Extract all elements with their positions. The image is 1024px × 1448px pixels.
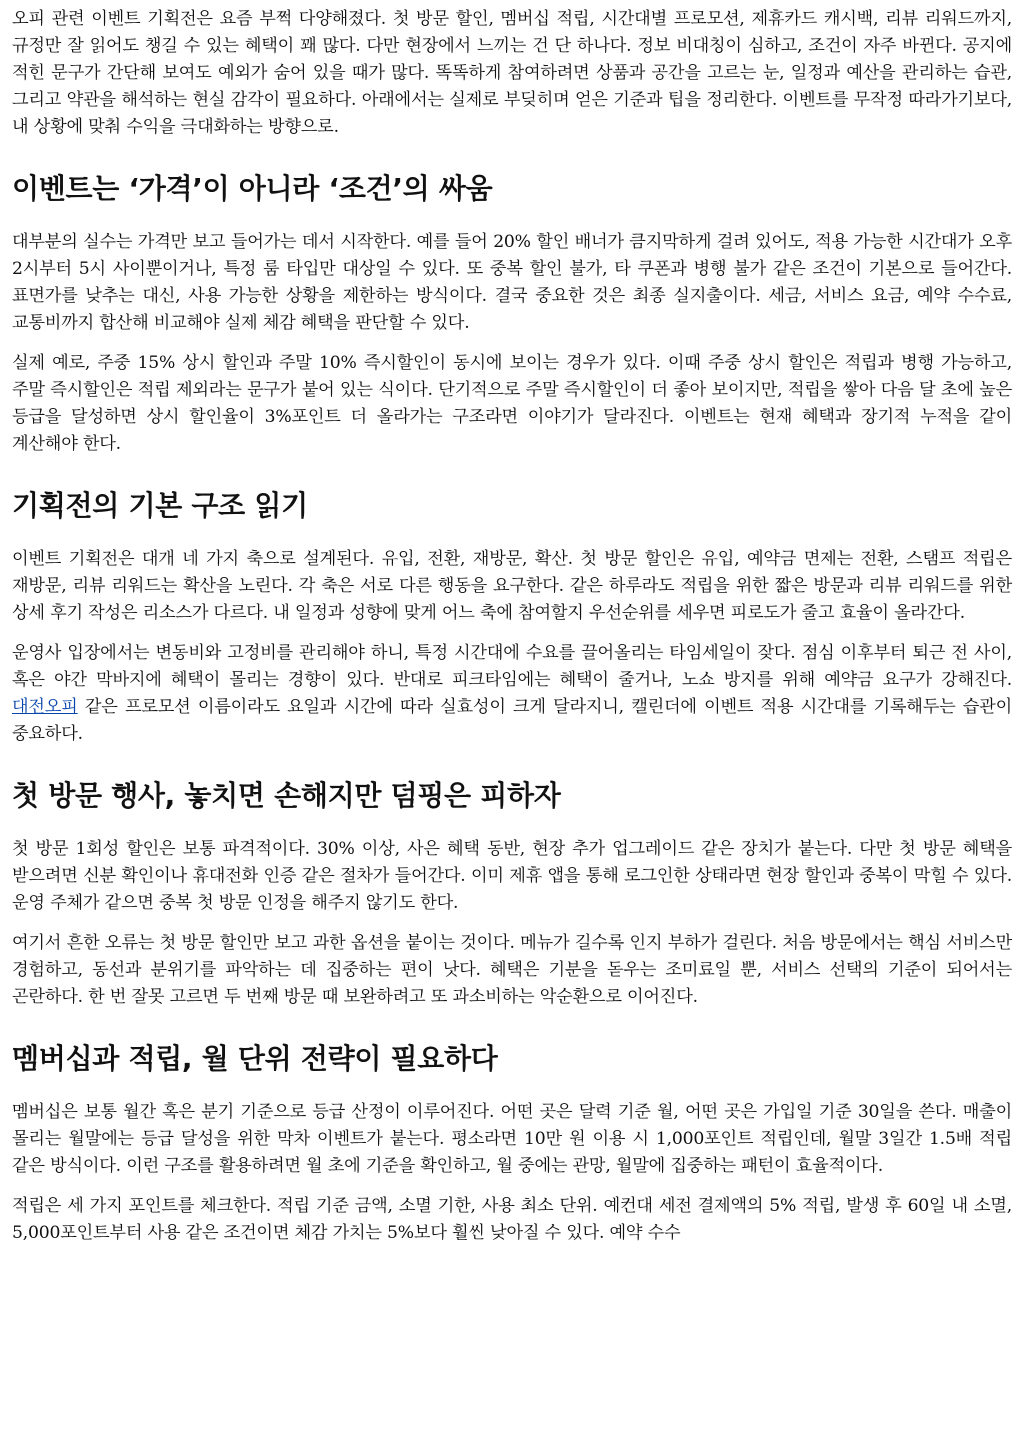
body-paragraph: 여기서 흔한 오류는 첫 방문 할인만 보고 과한 옵션을 붙이는 것이다. 메뉴가 길수록 인지 부하가 걸린다. 처음 방문에서는 핵심 서비스만 경험하고, 동선과 분위기를 파악하는 데 집중하는 편이 낫다. 혜택은 기분을 돋우는 조미료일 뿐, 서비스 선택의 기준이 되어서는 곤란하다. 한 번 잘못 고르면 두 번째 방문 때 보완하려고 또 과소비하는 악순환으로 이어진다.	[12, 933, 1012, 1007]
daejeon-op-link[interactable]: 대전오피	[12, 697, 78, 717]
body-paragraph: 이벤트 기획전은 대개 네 가지 축으로 설계된다. 유입, 전환, 재방문, 확산. 첫 방문 할인은 유입, 예약금 면제는 전환, 스탬프 적립은 재방문, 리뷰 리워드는 확산을 노린다. 각 축은 서로 다른 행동을 요구한다. 같은 하루라도 적립을 위한 짧은 방문과 리뷰 리워드를 위한 상세 후기 작성은 리소스가 다르다. 내 일정과 성향에 맞게 어느 축에 참여할지 우선순위를 세우면 피로도가 줄고 효율이 올라간다.	[12, 549, 1012, 623]
body-paragraph: 실제 예로, 주중 15% 상시 할인과 주말 10% 즉시할인이 동시에 보이는 경우가 있다. 이때 주중 상시 할인은 적립과 병행 가능하고, 주말 즉시할인은 적립 제외라는 문구가 붙어 있는 식이다. 단기적으로 주말 즉시할인이 더 좋아 보이지만, 적립을 쌓아 다음 달 초에 높은 등급을 달성하면 상시 할인율이 3%포인트 더 올라가는 구조라면 이야기가 달라진다. 이벤트는 현재 혜택과 장기적 누적을 같이 계산해야 한다.	[12, 353, 1012, 454]
paragraph-text-after-link: 같은 프로모션 이름이라도 요일과 시간에 따라 실효성이 크게 달라지니, 캘린더에 이벤트 적용 시간대를 기록해두는 습관이 중요하다.	[12, 697, 1012, 744]
section-heading: 기획전의 기본 구조 읽기	[12, 489, 308, 522]
body-paragraph-with-link	[12, 640, 1012, 748]
body-paragraph: 적립은 세 가지 포인트를 체크한다. 적립 기준 금액, 소멸 기한, 사용 최소 단위. 예컨대 세전 결제액의 5% 적립, 발생 후 60일 내 소멸, 5,000포인트부터 사용 같은 조건이면 체감 가치는 5%보다 훨씬 낮아질 수 있다. 예약 수수	[12, 1196, 1012, 1243]
body-paragraph: 멤버십은 보통 월간 혹은 분기 기준으로 등급 산정이 이루어진다. 어떤 곳은 달력 기준 월, 어떤 곳은 가입일 기준 30일을 쓴다. 매출이 몰리는 월말에는 등급 달성을 위한 막차 이벤트가 붙는다. 평소라면 10만 원 이용 시 1,000포인트 적립인데, 월말 3일간 1.5배 적립 같은 방식이다. 이런 구조를 활용하려면 월 초에 기준을 확인하고, 월 중에는 관망, 월말에 집중하는 패턴이 효율적이다.	[12, 1102, 1012, 1176]
body-paragraph: 대부분의 실수는 가격만 보고 들어가는 데서 시작한다. 예를 들어 20% 할인 배너가 큼지막하게 걸려 있어도, 적용 가능한 시간대가 오후 2시부터 5시 사이뿐이거나, 특정 룸 타입만 대상일 수 있다. 또 중복 할인 불가, 타 쿠폰과 병행 불가 같은 조건이 기본으로 들어간다. 표면가를 낮추는 대신, 사용 가능한 상황을 제한하는 방식이다. 결국 중요한 것은 최종 실지출이다. 세금, 서비스 요금, 예약 수수료, 교통비까지 합산해 비교해야 실제 체감 혜택을 판단할 수 있다.	[12, 232, 1012, 333]
intro-paragraph: 오피 관련 이벤트 기획전은 요즘 부쩍 다양해졌다. 첫 방문 할인, 멤버십 적립, 시간대별 프로모션, 제휴카드 캐시백, 리뷰 리워드까지, 규정만 잘 읽어도 챙길 수 있는 혜택이 꽤 많다. 다만 현장에서 느끼는 건 단 하나다. 정보 비대칭이 심하고, 조건이 자주 바뀐다. 공지에 적힌 문구가 간단해 보여도 예외가 숨어 있을 때가 많다. 똑똑하게 참여하려면 상품과 공간을 고르는 눈, 일정과 예산을 관리하는 습관, 그리고 약관을 해석하는 현실 감각이 필요하다. 아래에서는 실제로 부딪히며 얻은 기준과 팁을 정리한다. 이벤트를 무작정 따라가기보다, 내 상황에 맞춰 수익을 극대화하는 방향으로.	[12, 9, 1012, 137]
section-heading: 이벤트는 ‘가격’이 아니라 ‘조건’의 싸움	[12, 172, 493, 205]
paragraph-text-before-link: 운영사 입장에서는 변동비와 고정비를 관리해야 하니, 특정 시간대에 수요를 끌어올리는 타임세일이 잦다. 점심 이후부터 퇴근 전 사이, 혹은 야간 막바지에 혜택이 몰리는 경향이 있다. 반대로 피크타임에는 혜택이 줄거나, 노쇼 방지를 위해 예약금 요구가 강해진다.	[12, 643, 1012, 690]
body-paragraph: 첫 방문 1회성 할인은 보통 파격적이다. 30% 이상, 사은 혜택 동반, 현장 추가 업그레이드 같은 장치가 붙는다. 다만 첫 방문 혜택을 받으려면 신분 확인이나 휴대전화 인증 같은 절차가 들어간다. 이미 제휴 앱을 통해 로그인한 상태라면 현장 할인과 중복이 막힐 수 있다. 운영 주체가 같으면 중복 첫 방문 인정을 해주지 않기도 한다.	[12, 839, 1012, 913]
section-heading: 멤버십과 적립, 월 단위 전략이 필요하다	[12, 1042, 498, 1075]
section-heading: 첫 방문 행사, 놓치면 손해지만 덤핑은 피하자	[12, 779, 561, 812]
